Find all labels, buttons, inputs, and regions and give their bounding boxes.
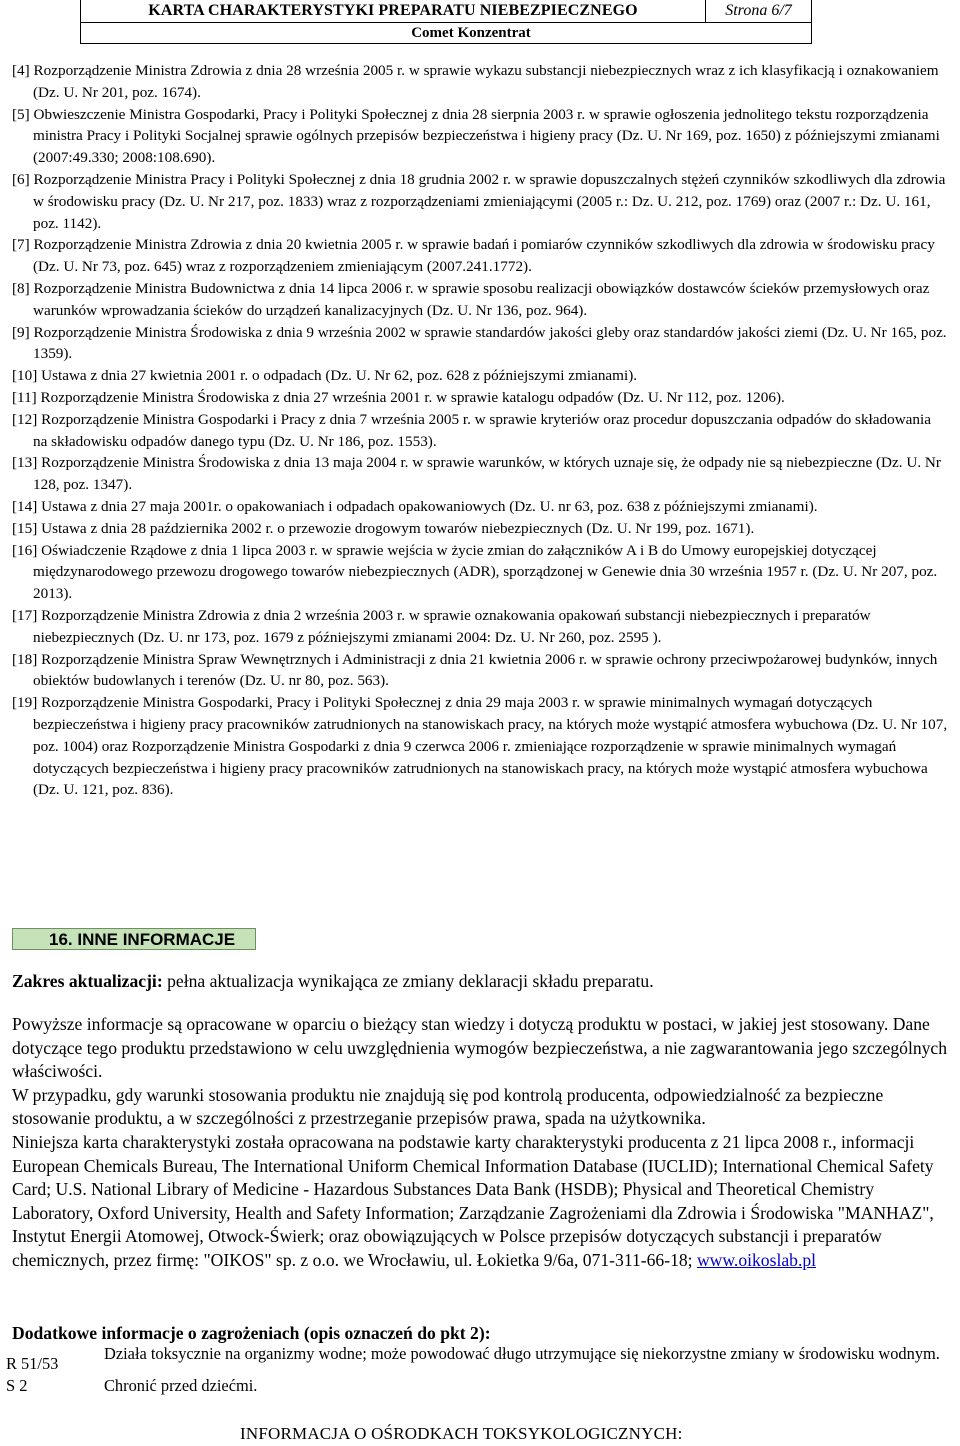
- reference-item: [6] Rozporządzenie Ministra Pracy i Polityki Społecznej z dnia 18 grudnia 2002 r. w sprawie dopuszczalnych stężeń czynników szkodliwych dla zdrowia w środowisku pracy (Dz. U. Nr 217, poz. 1833) wraz z rozporządzeniami zmieniającymi (2005 r.: Dz. U. 212, poz. 1769) oraz (2007 r.: Dz. U. 161, poz. 1142).: [12, 170, 946, 232]
- page-header: [80, 0, 812, 44]
- hazard-code: R 51/53: [6, 1354, 59, 1373]
- reference-item: [17] Rozporządzenie Ministra Zdrowia z dnia 2 września 2003 r. w sprawie oznakowania opakowań substancji niebezpiecznych i preparatów niebezpiecznych (Dz. U. nr 173, poz. 1679 z późniejszymi zmianami 2004: Dz. U. Nr 260, poz. 2595 ).: [12, 606, 871, 646]
- section-16-title: 16. INNE INFORMACJE: [49, 930, 236, 949]
- toxicology-centers-heading: INFORMACJA O OŚRODKACH TOKSYKOLOGICZNYCH:: [240, 1424, 683, 1443]
- reference-item: [13] Rozporządzenie Ministra Środowiska z dnia 13 maja 2004 r. w sprawie warunków, w których uznaje się, że odpady nie są niebezpieczne (Dz. U. Nr 128, poz. 1347).: [12, 454, 941, 494]
- product-name: Comet Konzentrat: [411, 25, 531, 41]
- info-paragraphs: [12, 1013, 952, 1273]
- hazard-codes-table: [6, 1344, 946, 1396]
- sources-text: Niniejsza karta charakterystyki została opracowana na podstawie karty charakterystyki producenta z 21 lipca 2008 r., informacji European Chemicals Bureau, The International Uniform Chemical Information Database (IUCLID); International Chemical Safety Card; U.S. National Library of Medicine - Hazardous Substances Data Bank (HSDB); Physical and Theoretical Chemistry Laboratory, Oxford University, Health and Safety Information; Zarządzanie Zagrożeniami dla Zdrowia i Środowiska "MANHAZ", Instytut Energii Atomowej, Otwock-Świerk; oraz obowiązujących w Polsce przepisów dotyczących substancji i preparatów chemicznych, przez firmę: "OIKOS" sp. z o.o. we Wrocławiu, ul. Łokietka 9/6a, 071-311-66-18;: [12, 1131, 934, 1270]
- reference-item: [9] Rozporządzenie Ministra Środowiska z dnia 9 września 2002 w sprawie standardów jakości gleby oraz standardów jakości ziemi (Dz. U. Nr 165, poz. 1359).: [12, 323, 947, 363]
- update-scope-text: pełna aktualizacja wynikająca ze zmiany deklaracji składu preparatu.: [162, 971, 654, 991]
- reference-item: [19] Rozporządzenie Ministra Gospodarki, Pracy i Polityki Społecznej z dnia 29 maja 2003 r. w sprawie minimalnych wymagań dotyczących bezpieczeństwa i higieny pracy pracowników zatrudnionych na stanowiskach pracy, na których może wystąpić atmosfera wybuchowa (Dz. U. Nr 107, poz. 1004) oraz Rozporządzenie Ministra Gospodarki z dnia 9 czerwca 2006 r. zmieniające rozporządzenie w sprawie minimalnych wymagań dotyczących bezpieczeństwa i higieny pracy pracowników zatrudnionych na stanowiskach pracy, na których może wystąpić atmosfera wybuchowa (Dz. U. 121, poz. 836).: [12, 694, 948, 799]
- info-paragraph-sources: [12, 1131, 952, 1273]
- reference-item: [11] Rozporządzenie Ministra Środowiska z dnia 27 września 2001 r. w sprawie katalogu odpadów (Dz. U. Nr 112, poz. 1206).: [12, 388, 785, 406]
- header-top-row: [81, 0, 811, 23]
- hazard-code-row: [6, 1344, 946, 1374]
- page-number: Strona 6/7: [705, 0, 811, 22]
- reference-item: [18] Rozporządzenie Ministra Spraw Wewnętrznych i Administracji z dnia 21 kwietnia 2006 r. w sprawie ochrony przeciwpożarowej budynków, innych obiektów budowlanych i terenów (Dz. U. nr 80, poz. 563).: [12, 650, 938, 690]
- header-product-row: [81, 23, 811, 43]
- reference-item: [15] Ustawa z dnia 28 października 2002 r. o przewozie drogowym towarów niebezpiecznych (Dz. U. Nr 199, poz. 1671).: [12, 519, 755, 537]
- update-scope-label: Zakres aktualizacji:: [12, 971, 163, 991]
- document-title: KARTA CHARAKTERYSTYKI PREPARATU NIEBEZPIECZNEGO: [148, 2, 638, 19]
- reference-item: [16] Oświadczenie Rządowe z dnia 1 lipca 2003 r. w sprawie wejścia w życie zmian do załączników A i B do Umowy europejskiej dotyczącej międzynarodowego przewozu drogowego towarów niebezpiecznych (ADR), sporządzonej w Genewie dnia 30 września 1957 r. (Dz. U. Nr 207, poz. 2013).: [12, 541, 938, 603]
- reference-item: [12] Rozporządzenie Ministra Gospodarki i Pracy z dnia 7 września 2005 r. w sprawie kryteriów oraz procedur dopuszczania odpadów do składowania na składowisku odpadów danego typu (Dz. U. Nr 186, poz. 1553).: [12, 410, 931, 450]
- reference-item: [8] Rozporządzenie Ministra Budownictwa z dnia 14 lipca 2006 r. w sprawie sposobu realizacji obowiązków dostawców ścieków przemysłowych oraz warunków wprowadzania ścieków do urządzeń kanalizacyjnych (Dz. U. Nr 136, poz. 964).: [12, 279, 930, 319]
- update-scope: [12, 970, 952, 994]
- hazard-description: Działa toksycznie na organizmy wodne; może powodować długo utrzymujące się niekorzystne zmiany w środowisku wodnym.: [104, 1344, 940, 1363]
- reference-item: [7] Rozporządzenie Ministra Zdrowia z dnia 20 kwietnia 2005 r. w sprawie badań i pomiarów czynników szkodliwych dla zdrowia w środowisku pracy (Dz. U. Nr 73, poz. 645) wraz z rozporządzeniem zmieniającym (2007.241.1772).: [12, 236, 935, 276]
- hazard-description: Chronić przed dziećmi.: [104, 1376, 258, 1395]
- info-paragraph: Powyższe informacje są opracowane w oparciu o bieżący stan wiedzy i dotyczą produktu w postaci, w jakiej jest stosowany. Dane dotyczące tego produktu przedstawiono w celu uwzględnienia wymogów bezpieczeństwa, a nie zagwarantowania jego szczególnych właściwości.: [12, 1014, 948, 1082]
- hazard-code-row: [6, 1376, 946, 1396]
- reference-item: [10] Ustawa z dnia 27 kwietnia 2001 r. o odpadach (Dz. U. Nr 62, poz. 628 z późniejszymi zmianami).: [12, 367, 638, 385]
- additional-info-title: Dodatkowe informacje o zagrożeniach (opis oznaczeń do pkt 2):: [12, 1323, 491, 1343]
- reference-item: [14] Ustawa z dnia 27 maja 2001r. o opakowaniach i odpadach opakowaniowych (Dz. U. nr 63, poz. 638 z późniejszymi zmianami).: [12, 497, 818, 515]
- reference-item: [4] Rozporządzenie Ministra Zdrowia z dnia 28 września 2005 r. w sprawie wykazu substancji niebezpiecznych wraz z ich klasyfikacją i oznakowaniem (Dz. U. Nr 201, poz. 1674).: [12, 62, 939, 101]
- oikoslab-link[interactable]: www.oikoslab.pl: [696, 1249, 817, 1270]
- section-16-heading: [12, 928, 256, 950]
- references-list: [12, 60, 948, 801]
- reference-item: [5] Obwieszczenie Ministra Gospodarki, Pracy i Polityki Społecznej z dnia 28 sierpnia 2003 r. w sprawie ogłoszenia jednolitego tekstu rozporządzenia ministra Pracy i Polityki Socjalnej sprawie ogólnych przepisów bezpieczeństwa i higieny pracy (Dz. U. Nr 169, poz. 1650) z późniejszymi zmianami (2007:49.330; 2008:108.690).: [12, 105, 940, 167]
- info-paragraph: W przypadku, gdy warunki stosowania produktu nie znajdują się pod kontrolą producenta, odpowiedzialność za bezpieczne stosowanie produktu, a w szczególności z przestrzeganie przepisów prawa, spada na użytkownika.: [12, 1084, 884, 1129]
- hazard-code: S 2: [6, 1376, 28, 1395]
